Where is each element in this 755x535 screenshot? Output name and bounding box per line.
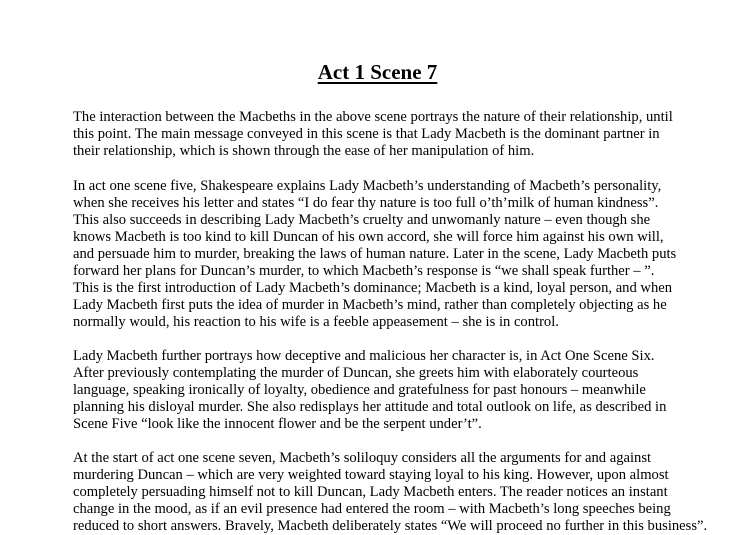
paragraph-line: forward her plans for Duncan’s murder, to which Macbeth’s response is “we shall speak further – ”.	[73, 263, 655, 279]
paragraph-1	[73, 109, 713, 160]
page-title: Act 1 Scene 7	[317, 60, 438, 84]
paragraph-line: knows Macbeth is too kind to kill Duncan of his own accord, she will force him against his own will,	[73, 229, 664, 245]
paragraph-line: completely persuading himself not to kill Duncan, Lady Macbeth enters. The reader notices an instant	[73, 484, 668, 500]
paragraph-line: and persuade him to murder, breaking the laws of human nature. Later in the scene, Lady Macbeth puts	[73, 246, 677, 262]
paragraph-line: In act one scene five, Shakespeare explains Lady Macbeth’s understanding of Macbeth’s personality,	[73, 178, 662, 194]
paragraph-line: planning his disloyal murder. She also redisplays her attitude and total outlook on life, as described in	[73, 399, 667, 415]
paragraph-line: Lady Macbeth further portrays how deceptive and malicious her character is, in Act One Scene Six.	[73, 348, 655, 364]
paragraph-2	[73, 178, 713, 331]
paragraph-line: when she receives his letter and states “I do fear thy nature is too full o’th’milk of human kindness”.	[73, 195, 659, 211]
paragraph-line: This also succeeds in describing Lady Macbeth’s cruelty and unwomanly nature – even though she	[73, 212, 651, 228]
paragraph-4	[73, 450, 713, 535]
paragraph-line: this point. The main message conveyed in this scene is that Lady Macbeth is the dominant partner in	[73, 126, 660, 142]
paragraph-line: Scene Five “look like the innocent flower and be the serpent under’t”.	[73, 416, 482, 432]
paragraph-line: After previously contemplating the murder of Duncan, she greets him with elaborately courteous	[73, 365, 639, 381]
paragraph-line: At the start of act one scene seven, Macbeth’s soliloquy considers all the arguments for and against	[73, 450, 652, 466]
paragraph-line: The interaction between the Macbeths in the above scene portrays the nature of their relationship, until	[73, 109, 673, 125]
paragraph-line: change in the mood, as if an evil presence had entered the room – with Macbeth’s long speeches being	[73, 501, 671, 517]
paragraph-line: Lady Macbeth first puts the idea of murder in Macbeth’s mind, rather than completely objecting as he	[73, 297, 667, 313]
paragraph-line: murdering Duncan – which are very weighted toward staying loyal to his king. However, upon almost	[73, 467, 669, 483]
paragraph-line: reduced to short answers. Bravely, Macbeth deliberately states “We will proceed no further in this business”.	[73, 518, 708, 534]
paragraph-3	[73, 348, 713, 433]
paragraph-line: This is the first introduction of Lady Macbeth’s dominance; Macbeth is a kind, loyal person, and when	[73, 280, 673, 296]
paragraph-line: language, speaking ironically of loyalty, obedience and gratefulness for past honours – meanwhile	[73, 382, 646, 398]
paragraph-line: normally would, his reaction to his wife is a feeble appeasement – she is in control.	[73, 314, 559, 330]
paragraph-line: their relationship, which is shown through the ease of her manipulation of him.	[73, 143, 535, 159]
